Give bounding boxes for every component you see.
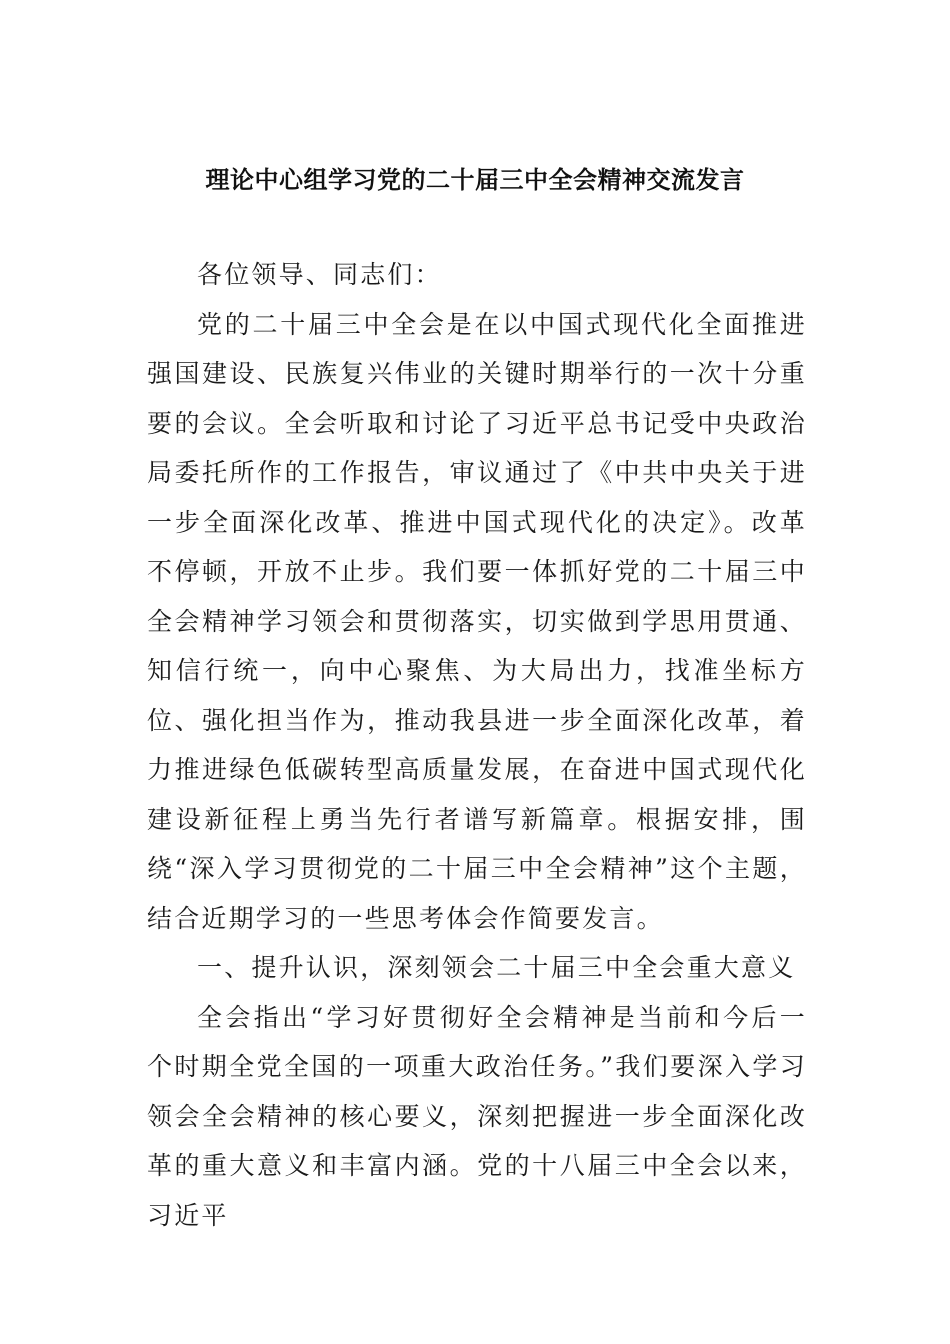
salutation-paragraph: 各位领导、同志们： xyxy=(197,260,442,289)
document-title: 理论中心组学习党的二十届三中全会精神交流发言 xyxy=(205,166,745,194)
document-body xyxy=(147,250,807,1240)
section-heading-1: 一、提升认识，深刻领会二十届三中全会重大意义 xyxy=(197,953,796,982)
section-1-paragraph: 全会指出“学习好贯彻好全会精神是当前和今后一个时期全党全国的一项重大政治任务。”我们要深入学习领会全会精神的核心要义，深刻把握进一步全面深化改革的重大意义和丰富内涵。党的十八届三中全会以来，习近平 xyxy=(147,1002,807,1230)
intro-paragraph: 党的二十届三中全会是在以中国式现代化全面推进强国建设、民族复兴伟业的关键时期举行的一次十分重要的会议。全会听取和讨论了习近平总书记受中央政治局委托所作的工作报告，审议通过了《中共中央关于进一步全面深化改革、推进中国式现代化的决定》。改革不停顿，开放不止步。我们要一体抓好党的二十届三中全会精神学习领会和贯彻落实，切实做到学思用贯通、知信行统一，向中心聚焦、为大局出力，找准坐标方位、强化担当作为，推动我县进一步全面深化改革，着力推进绿色低碳转型高质量发展，在奋进中国式现代化建设新征程上勇当先行者谱写新篇章。根据安排，围绕“深入学习贯彻党的二十届三中全会精神”这个主题，结合近期学习的一些思考体会作简要发言。 xyxy=(147,309,807,933)
